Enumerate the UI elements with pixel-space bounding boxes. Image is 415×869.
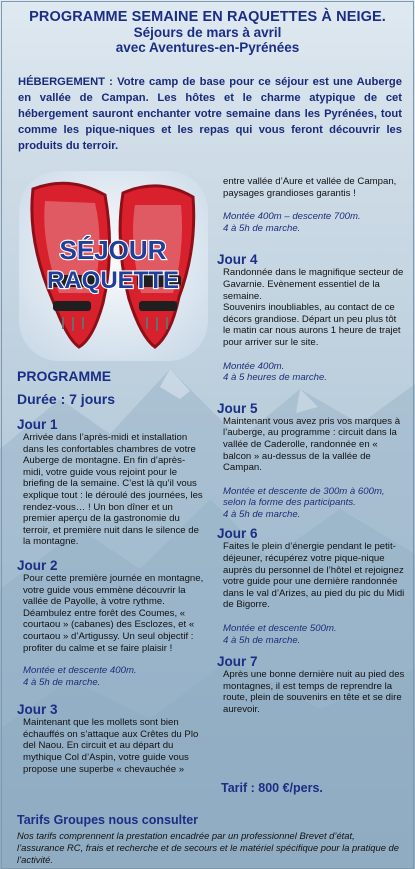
day-6-duration: 4 à 5h de marche.: [223, 634, 301, 646]
footnote: Nos tarifs comprennent la prestation encadrée par un professionnel Brevet d’état, l’assurance RC, frais et recherche et de secours et le matériel spécifique pour la pratique de l’activité.: [17, 830, 399, 865]
day-5-text: Maintenant vous avez pris vos marques à l’auberge, au programme : circuit dans la vallée de Caderolle, randonnée en « balcon » au-dessus de la vallée de Campan.: [223, 415, 401, 474]
page-subtitle-dates: Séjours de mars à avril: [133, 25, 282, 40]
photo-logo-line1: SÉJOUR: [59, 235, 167, 265]
day-7-text: Après une bonne dernière nuit au pied des montagnes, il est temps de reprendre la route, plein de souvenirs en tête et se dire aurevoir.: [223, 669, 405, 715]
day-6-title: Jour 6: [217, 526, 258, 542]
day-4-text: Randonnée dans le magnifique secteur de Gavarnie. Evènement essentiel de la semaine.: [223, 267, 404, 302]
day-2-section: [17, 558, 205, 688]
page-title: PROGRAMME SEMAINE EN RAQUETTES À NEIGE.: [29, 9, 386, 25]
group-rates: Tarifs Groupes nous consulter: [17, 813, 199, 827]
day-1-section: [17, 417, 205, 548]
accommodation-paragraph: HÉBERGEMENT : Votre camp de base pour ce séjour est une Auberge en vallée de Campan. Les hôtes et le charme atypique de cet hébergement sauront enchanter votre semaine dans les Pyrénées, tout comme les pique-niques et les repas qui vous feront découvrir les produits du terroir.: [18, 76, 402, 152]
day-5-section: [217, 401, 405, 521]
day-7-title: Jour 7: [217, 654, 258, 670]
day-2-title: Jour 2: [17, 557, 58, 573]
day-6-text: Faites le plein d’énergie pendant le petit-déjeuner, récupérez votre pique-nique auprès du personnel de l’hôtel et rejoignez votre guide pour une dernière randonnée dans le val d’Arizes, au pied du pic du Midi de Bigorre.: [223, 541, 405, 611]
page-subtitle-company: avec Aventures-en-Pyrénées: [115, 40, 300, 55]
day-2-elevation: Montée et descente 400m.: [23, 665, 137, 677]
day-1-title: Jour 1: [17, 417, 58, 432]
day-1-text: Arrivée dans l’après-midi et installation dans les confortables chambres de votre Auberge de montagne. En fin d’après-midi, votre guide vous rejoint pour le briefing de la semaine. C’est là qu’il vous explique tout : le déroulé des journées, les rendez-vous… ! Un bon dîner et un premier aperçu de la gastronomie du terroir, et première nuit dans le silence de la montagne.: [23, 432, 203, 548]
price: Tarif : 800 €/pers.: [221, 781, 323, 795]
photo-logo-line2: RAQUETTE: [47, 267, 179, 294]
page-header: [0, 9, 415, 55]
day-2-duration: 4 à 5h de marche.: [23, 676, 101, 688]
day-3-elevation: Montée 400m – descente 700m.: [223, 211, 361, 223]
day-3-text: Maintenant que les mollets sont bien échauffés on s’attaque aux Crêtes du Plo del Naou. En circuit et au départ du mythique Col d’Aspin, votre guide vous propose une superbe « chevauchée »: [23, 717, 199, 775]
day-3-section: [17, 702, 205, 775]
day-3-text-continued: entre vallée d’Aure et vallée de Campan, paysages grandioses garantis !: [223, 176, 397, 199]
snowshoe-photo: [19, 171, 208, 361]
program-duration: Durée : 7 jours: [17, 391, 116, 407]
day-6-section: [217, 526, 405, 646]
day-4-title: Jour 4: [217, 252, 258, 268]
day-7-section: [217, 654, 405, 715]
day-3-duration: 4 à 5h de marche.: [223, 222, 301, 234]
day-3-continued: [217, 176, 405, 234]
day-4-duration: 4 à 5 heures de marche.: [223, 372, 327, 384]
program-left-column: [17, 368, 205, 775]
day-4-elevation: Montée 400m.: [223, 360, 285, 372]
day-6-elevation: Montée et descente 500m.: [223, 623, 337, 635]
day-2-text: Pour cette première journée en montagne, votre guide vous emmène découvrir la vallée de Payolle, à votre rythme. Déambulez entre forêt des Coumes, « courtaou » (cabanes) des Esclozes, et « courtaou » d’Artigussy. Un seul objectif : profiter du calme et se faire plaisir !: [23, 572, 204, 654]
day-5-elevation: Montée et descente de 300m à 600m, selon la forme des participants.: [223, 485, 385, 509]
day-4-section: [217, 252, 405, 383]
day-4-text-2: Souvenirs inoubliables, au contact de ce décors grandiose. Départ un peu plus tôt le matin car nous aurons 1 heure de trajet pour arriver sur le site.: [223, 302, 401, 348]
day-5-duration: 4 à 5h de marche.: [223, 508, 301, 520]
day-5-title: Jour 5: [217, 400, 258, 416]
day-3-title: Jour 3: [17, 702, 58, 718]
program-right-column: [217, 176, 405, 716]
program-title: PROGRAMME: [17, 368, 112, 384]
